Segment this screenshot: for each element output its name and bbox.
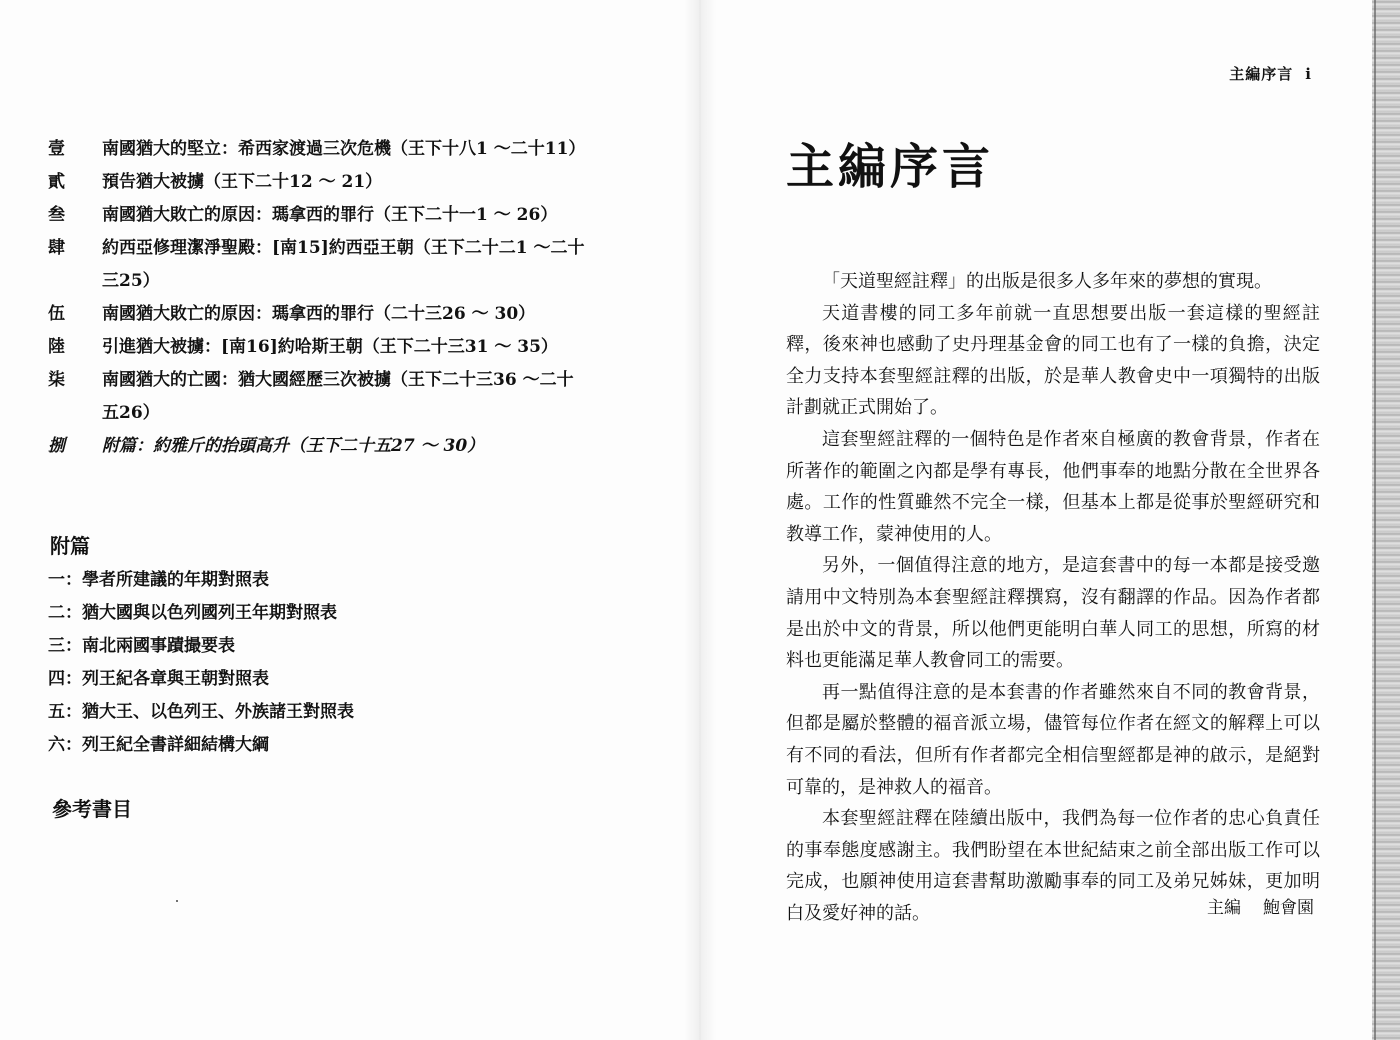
references-heading: 參考書目	[52, 797, 132, 821]
preface-paragraph: 這套聖經註釋的一個特色是作者來自極廣的教會背景，作者在所著作的範圍之內都是學有專長，他們事奉的地點分散在全世界各處。工作的性質雖然不完全一樣，但基本上都是從事於聖經研究和教導工作，蒙神使用的人。	[786, 428, 1320, 545]
toc-entry	[48, 331, 588, 364]
running-head-title: 主編序言	[1229, 65, 1294, 83]
appendix-item: 四：列王紀各章與王朝對照表	[48, 669, 269, 689]
toc-entry-number: 貳	[48, 172, 65, 192]
appendix-heading: 附篇	[50, 534, 90, 558]
preface-body	[786, 266, 1320, 929]
appendix-item: 一：學者所建議的年期對照表	[48, 570, 269, 590]
toc-entry-title: 南國猶大的堅立：希西家渡過三次危機（王下十八1 ～二十11）	[102, 139, 586, 159]
toc-entry-title: 南國猶大敗亡的原因：瑪拿西的罪行（二十三26 ～ 30）	[102, 304, 536, 324]
signature-name: 鮑會園	[1263, 898, 1314, 918]
scan-speck	[176, 900, 178, 902]
toc-entry-number: 捌	[48, 436, 65, 456]
toc-entry	[48, 430, 588, 463]
appendix-item: 三：南北兩國事蹟撮要表	[48, 636, 235, 656]
signature-role: 主編	[1207, 898, 1241, 918]
toc-entry	[48, 232, 588, 298]
appendix-item: 五：猶大王、以色列王、外族諸王對照表	[48, 702, 354, 722]
toc-entry-number: 陸	[48, 337, 65, 357]
toc-entry-number: 肆	[48, 238, 65, 258]
toc-entry	[48, 364, 588, 430]
toc-entry-title: 引進猶大被擄：[南16]約哈斯王朝（王下二十三31 ～ 35）	[102, 337, 558, 357]
right-page	[700, 0, 1400, 1040]
toc-entry-number: 伍	[48, 304, 65, 324]
toc-entry-title: 附篇：約雅斤的抬頭高升（王下二十五27 ～ 30）	[102, 436, 485, 456]
preface-paragraph: 再一點值得注意的是本套書的作者雖然來自不同的教會背景，但都是屬於整體的福音派立場，儘管每位作者在經文的解釋上可以有不同的看法，但所有作者都完全相信聖經都是神的啟示，是絕對可靠的，是神救人的福音。	[786, 681, 1320, 798]
toc-entry	[48, 199, 588, 232]
table-of-contents	[48, 133, 588, 463]
toc-entry-title: 約西亞修理潔淨聖殿：[南15]約西亞王朝（王下二十二1 ～二十三25）	[102, 238, 585, 291]
appendix-item: 六：列王紀全書詳細結構大綱	[48, 735, 269, 755]
toc-entry	[48, 133, 588, 166]
preface-paragraph: 「天道聖經註釋」的出版是很多人多年來的夢想的實現。	[822, 271, 1272, 292]
appendix-list	[48, 564, 354, 762]
page-title: 主編序言	[786, 139, 995, 195]
toc-entry-title: 南國猶大敗亡的原因：瑪拿西的罪行（王下二十一1 ～ 26）	[102, 205, 558, 225]
preface-paragraph: 本套聖經註釋在陸續出版中，我們為每一位作者的忠心負責任的事奉態度感謝主。我們盼望在本世紀結束之前全部出版工作可以完成，也願神使用這套書幫助激勵事奉的同工及弟兄姊妹，更加明白及愛好神的話。	[786, 808, 1320, 924]
appendix-item: 二：猶大國與以色列國列王年期對照表	[48, 603, 337, 623]
toc-entry	[48, 298, 588, 331]
preface-paragraph: 另外，一個值得注意的地方，是這套書中的每一本都是接受邀請用中文特別為本套聖經註釋撰寫，沒有翻譯的作品。因為作者都是出於中文的背景，所以他們更能明白華人同工的思想，所寫的材料也更能滿足華人教會同工的需要。	[786, 555, 1320, 672]
toc-entry-number: 柒	[48, 370, 65, 390]
running-head	[1229, 63, 1312, 84]
preface-paragraph: 天道書樓的同工多年前就一直思想要出版一套這樣的聖經註釋，後來神也感動了史丹理基金會的同工也有了一樣的負擔，決定全力支持本套聖經註釋的出版，於是華人教會史中一項獨特的出版計劃就正式開始了。	[786, 302, 1320, 419]
toc-entry-number: 壹	[48, 139, 65, 159]
page-number: i	[1305, 65, 1312, 83]
toc-entry-title: 預告猶大被擄（王下二十12 ～ 21）	[102, 172, 383, 192]
toc-entry-title: 南國猶大的亡國：猶大國經歷三次被擄（王下二十三36 ～二十五26）	[102, 370, 574, 423]
editor-signature	[1207, 893, 1314, 918]
toc-entry-number: 叁	[48, 205, 65, 225]
toc-entry	[48, 166, 588, 199]
